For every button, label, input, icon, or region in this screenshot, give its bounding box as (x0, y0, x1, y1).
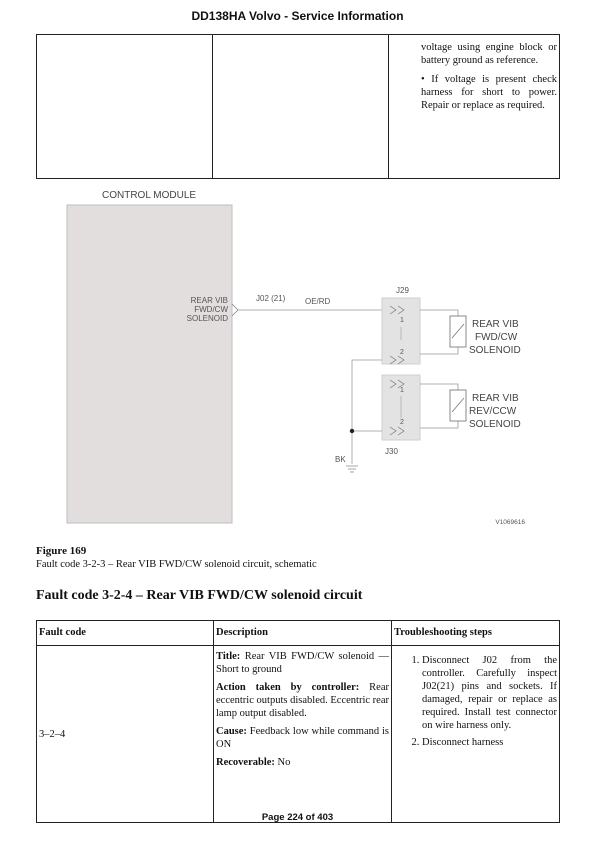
solenoid-fwd-label: REAR VIB (472, 319, 519, 330)
pin-number: 1 (400, 317, 404, 324)
solenoid-rev-label: SOLENOID (469, 419, 521, 430)
fault-code-table (36, 620, 560, 823)
title-line (216, 650, 389, 676)
field-value: No (274, 757, 291, 768)
solenoid-wire (420, 310, 458, 316)
page-footer: Page 224 of 403 (261, 812, 334, 823)
image-id-label: V1069616 (495, 519, 525, 526)
field-label: Recoverable: (216, 757, 275, 768)
solenoid-rev-label: REAR VIB (472, 393, 519, 404)
solenoid-rev-label: REV/CCW (469, 406, 517, 417)
section-title: Fault code 3-2-4 – Rear VIB FWD/CW solenoid circuit (36, 588, 363, 603)
solenoid-wire (420, 347, 458, 354)
pin-number: 1 (400, 387, 404, 394)
empty-cell (37, 35, 213, 179)
empty-cell (213, 35, 389, 179)
cause-line (216, 725, 389, 751)
column-header: Fault code (37, 621, 214, 646)
table-header-row (37, 621, 560, 646)
steps-list (394, 654, 557, 749)
solenoid-wire (420, 421, 458, 428)
troubleshooting-steps-cell (392, 646, 560, 823)
column-header: Description (214, 621, 392, 646)
wire-color-label: OE/RD (305, 297, 331, 306)
connector-j30-label: J30 (385, 447, 398, 456)
continued-troubleshooting-table (36, 34, 560, 179)
pin-reference: J02 (21) (256, 294, 286, 303)
figure-label: Figure 169 (36, 545, 87, 557)
field-value: Rear VIB FWD/CW solenoid — Short to ground (216, 651, 389, 675)
solenoid-fwd-label: SOLENOID (469, 345, 521, 356)
junction-dot (350, 429, 354, 433)
pin-number: 2 (400, 349, 404, 356)
figure-caption: Fault code 3-2-3 – Rear VIB FWD/CW solenoid circuit, schematic (36, 559, 317, 570)
field-label: Title: (216, 651, 241, 662)
field-label: Action taken by controller: (216, 682, 360, 693)
list-item: 1. Disconnect J02 from the controller. Carefully inspect J02(21) pins and sockets. If damaged, repair or replace as required. Install test connector on wire harness only. (422, 654, 557, 732)
solenoid-wire (420, 384, 458, 390)
field-label: Cause: (216, 726, 247, 737)
troubleshooting-cell (389, 35, 560, 179)
pin-number: 2 (400, 419, 404, 426)
list-item: 2. Disconnect harness (422, 736, 557, 749)
connector-j29-label: J29 (396, 286, 409, 295)
ground-icon (346, 466, 358, 472)
control-module-label: CONTROL MODULE (102, 190, 197, 201)
field-value: Feedback low while command is ON (216, 726, 389, 750)
page-header: DD138HA Volvo - Service Information (191, 9, 404, 23)
ground-wire (352, 360, 382, 464)
description-cell (214, 646, 392, 823)
pin-chevron (232, 304, 238, 316)
solenoid-circuit-schematic (60, 182, 535, 532)
solenoid-fwd-label: FWD/CW (475, 332, 518, 343)
ground-wire-color-label: BK (335, 455, 346, 464)
troubleshooting-text: • If voltage is present check harness for short to power. Repair or replace as required. (421, 74, 557, 111)
fault-code-cell: 3–2–4 (37, 646, 214, 823)
field-value: Rear eccentric outputs disabled. Eccentric rear lamp output disabled. (216, 682, 389, 719)
module-pin-label: SOLENOID (186, 314, 228, 323)
table-row (37, 646, 560, 823)
column-header: Troubleshooting steps (392, 621, 560, 646)
control-module-box (67, 205, 232, 523)
troubleshooting-text: voltage using engine block or battery ground as reference. (421, 42, 557, 66)
module-pin-label: FWD/CW (194, 305, 228, 314)
recoverable-line (216, 756, 389, 769)
action-line (216, 681, 389, 720)
module-pin-label: REAR VIB (190, 296, 228, 305)
